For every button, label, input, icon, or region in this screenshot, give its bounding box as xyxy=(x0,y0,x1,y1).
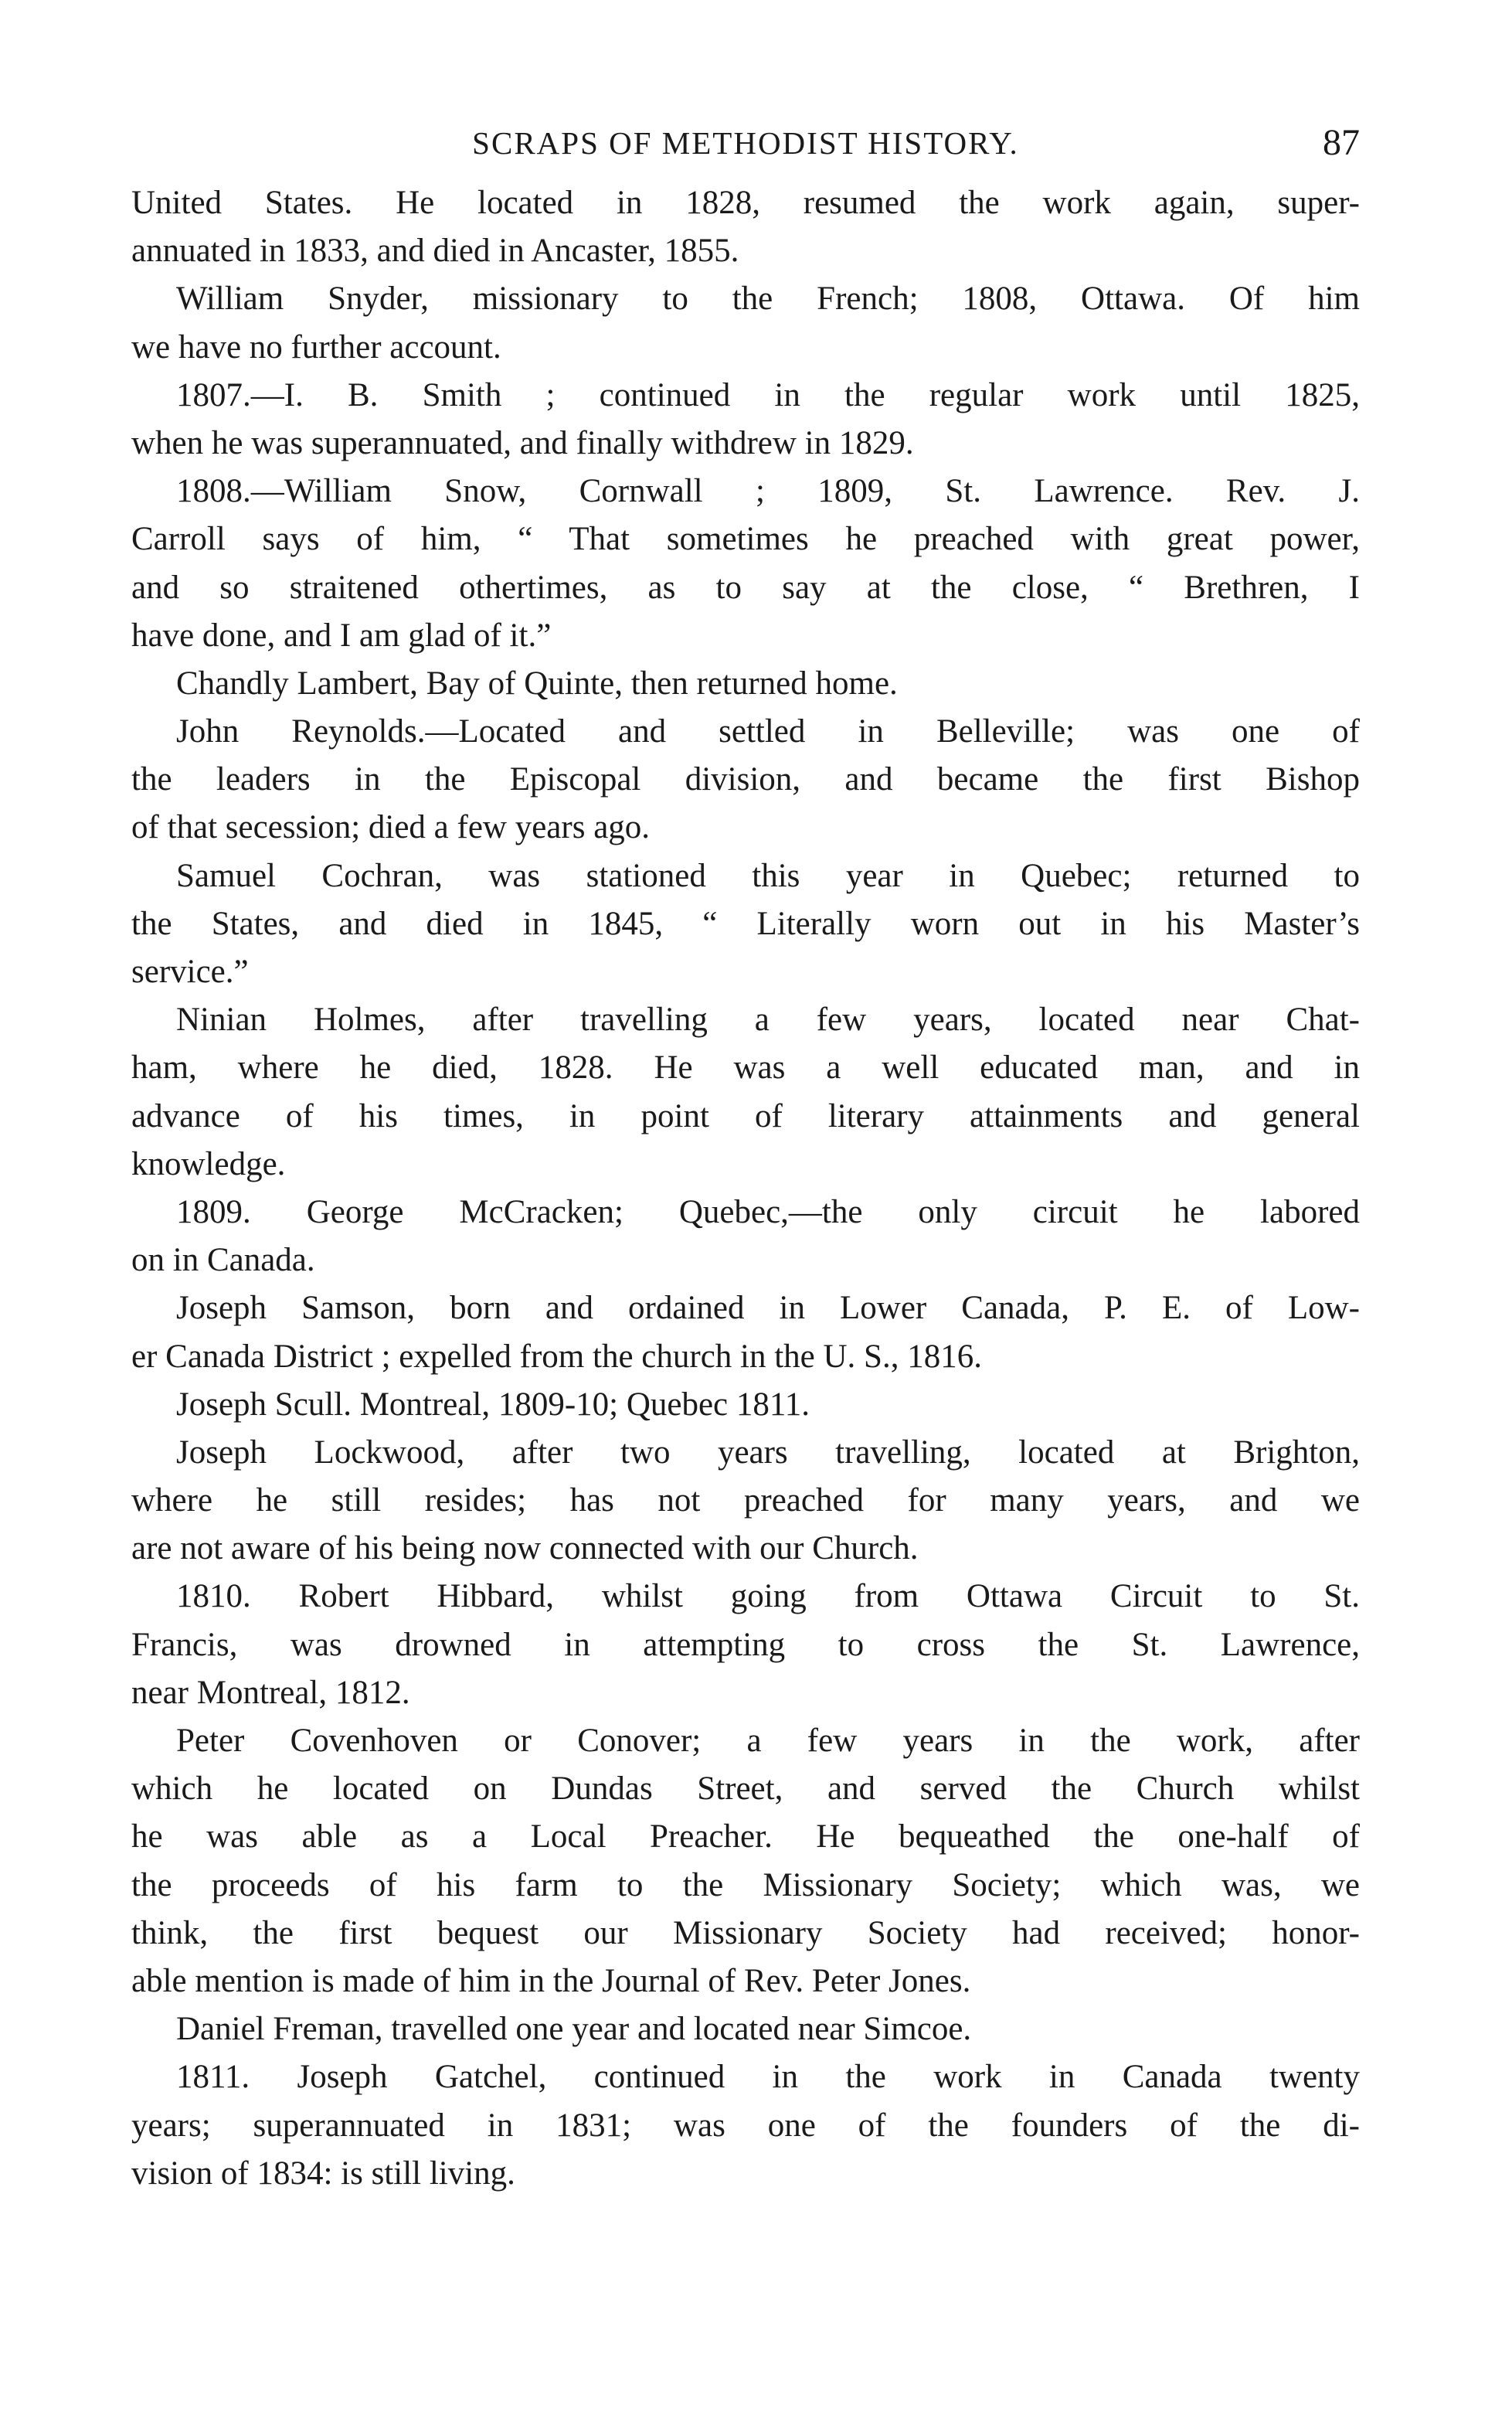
body-text xyxy=(131,179,1360,2198)
text-line: the leaders in the Episcopal division, and became the first Bishop xyxy=(131,761,1360,798)
text-line: which he located on Dundas Street, and served the Church whilst xyxy=(131,1770,1360,1808)
text-line: he was able as a Local Preacher. He bequeathed the one-half of xyxy=(131,1818,1360,1855)
text-line: years; superannuated in 1831; was one of the founders of the di- xyxy=(131,2107,1360,2144)
text-line: where he still resides; has not preached for many years, and we xyxy=(131,1482,1360,1519)
text-line: Joseph Lockwood, after two years travelling, located at Brighton, xyxy=(176,1434,1360,1471)
text-line: are not aware of his being now connected with our Church. xyxy=(131,1530,919,1567)
text-line: service.” xyxy=(131,954,249,990)
text-line: William Snyder, missionary to the French; 1808, Ottawa. Of him xyxy=(176,281,1360,318)
text-line: Carroll says of him, “ That sometimes he preached with great power, xyxy=(131,521,1360,558)
text-line: when he was superannuated, and finally withdrew in 1829. xyxy=(131,424,914,461)
text-line: Peter Covenhoven or Conover; a few years in the work, after xyxy=(176,1723,1360,1759)
text-line: 1808.—William Snow, Cornwall ; 1809, St. Lawrence. Rev. J. xyxy=(176,473,1360,510)
text-line: have done, and I am glad of it.” xyxy=(131,617,552,654)
text-line: ham, where he died, 1828. He was a well educated man, and in xyxy=(131,1049,1360,1087)
text-line: Chandly Lambert, Bay of Quinte, then returned home. xyxy=(176,665,898,702)
text-line: the States, and died in 1845, “ Literally worn out in his Master’s xyxy=(131,905,1360,942)
text-line: John Reynolds.—Located and settled in Belleville; was one of xyxy=(176,713,1360,750)
page-number: 87 xyxy=(1323,122,1360,163)
text-line: knowledge. xyxy=(131,1145,286,1182)
text-line: near Montreal, 1812. xyxy=(131,1674,410,1711)
text-line: er Canada District ; expelled from the church in the U. S., 1816. xyxy=(131,1338,982,1375)
page-header xyxy=(131,116,1360,170)
text-line: the proceeds of his farm to the Missionary Society; which was, we xyxy=(131,1866,1360,1903)
text-line: Joseph Samson, born and ordained in Lower Canada, P. E. of Low- xyxy=(176,1290,1360,1327)
text-line: Daniel Freman, travelled one year and located near Simcoe. xyxy=(176,2011,972,2048)
text-line: we have no further account. xyxy=(131,328,501,366)
text-line: of that secession; died a few years ago. xyxy=(131,809,651,846)
text-line: and so straitened othertimes, as to say at the close, “ Brethren, I xyxy=(131,569,1360,606)
text-line: 1810. Robert Hibbard, whilst going from Ottawa Circuit to St. xyxy=(176,1578,1360,1615)
text-line: on in Canada. xyxy=(131,1242,315,1279)
text-line: 1811. Joseph Gatchel, continued in the work in Canada twenty xyxy=(176,2059,1360,2096)
text-line: vision of 1834: is still living. xyxy=(131,2155,515,2192)
text-line: 1807.—I. B. Smith ; continued in the regular work until 1825, xyxy=(176,376,1360,413)
text-line: Francis, was drowned in attempting to cross the St. Lawrence, xyxy=(131,1626,1360,1663)
text-line: Joseph Scull. Montreal, 1809-10; Quebec 1811. xyxy=(176,1386,810,1423)
text-line: Samuel Cochran, was stationed this year in Quebec; returned to xyxy=(176,857,1360,894)
text-line: 1809. George McCracken; Quebec,—the only circuit he labored xyxy=(176,1193,1360,1230)
running-title: SCRAPS OF METHODIST HISTORY. xyxy=(472,125,1019,161)
text-line: Ninian Holmes, after travelling a few years, located near Chat- xyxy=(176,1002,1360,1039)
text-line: think, the first bequest our Missionary Society had received; honor- xyxy=(131,1914,1360,1951)
text-line: United States. He located in 1828, resumed the work again, super- xyxy=(131,185,1360,221)
text-line: able mention is made of him in the Journal of Rev. Peter Jones. xyxy=(131,1962,971,1999)
text-line: advance of his times, in point of literary attainments and general xyxy=(131,1097,1360,1134)
text-line: annuated in 1833, and died in Ancaster, 1855. xyxy=(131,233,739,270)
